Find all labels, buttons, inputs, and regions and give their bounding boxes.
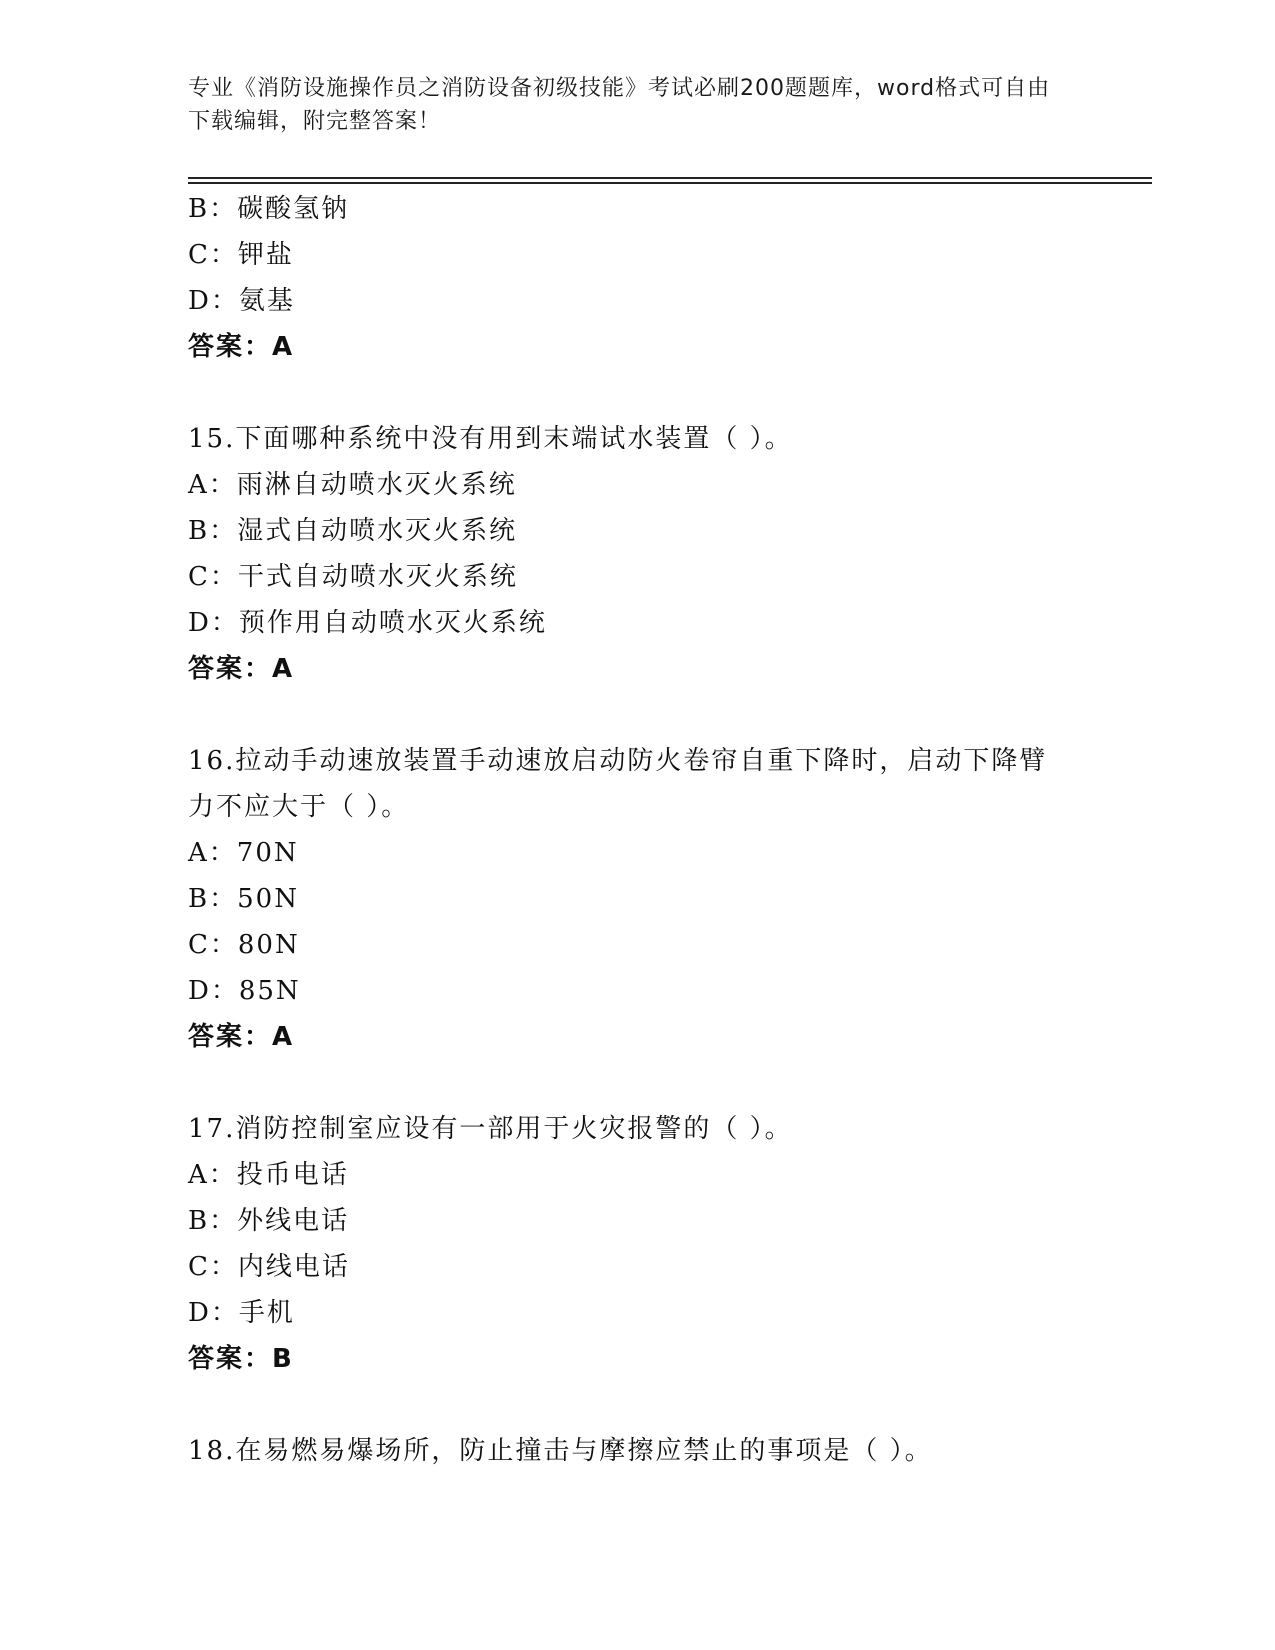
option-a: A：70N (188, 838, 299, 868)
option-c: C：钾盐 (188, 240, 294, 270)
answer: 答案：B (188, 1344, 294, 1374)
answer: 答案：A (188, 654, 295, 684)
option-d: D：氨基 (188, 286, 295, 316)
question-17: 17.消防控制室应设有一部用于火灾报警的（ ）。 (188, 1114, 793, 1144)
option-c: C：80N (188, 930, 300, 960)
option-d: D：85N (188, 976, 301, 1006)
option-c: C：干式自动喷水灭火系统 (188, 562, 518, 592)
option-b: B：50N (188, 884, 299, 914)
answer: 答案：A (188, 332, 295, 362)
question-16: 16.拉动手动速放装置手动速放启动防火卷帘自重下降时，启动下降臂力不应大于（ ）。 (188, 746, 1048, 822)
option-b: B：外线电话 (188, 1206, 350, 1236)
option-b: B：碳酸氢钠 (188, 194, 350, 224)
option-c: C：内线电话 (188, 1252, 350, 1282)
document-header: 专业《消防设施操作员之消防设备初级技能》考试必刷200题题库，word格式可自由下载编辑，附完整答案！ (188, 76, 1051, 134)
question-18: 18.在易燃易爆场所，防止撞击与摩擦应禁止的事项是（ ）。 (188, 1436, 933, 1466)
option-a: A：雨淋自动喷水灭火系统 (188, 470, 517, 500)
option-b: B：湿式自动喷水灭火系统 (188, 516, 518, 546)
question-15: 15.下面哪种系统中没有用到末端试水装置（ ）。 (188, 424, 793, 454)
header-rule-top (188, 177, 1152, 179)
header-rule-bottom (188, 182, 1152, 184)
option-a: A：投币电话 (188, 1160, 349, 1190)
answer: 答案：A (188, 1022, 295, 1052)
question-list (188, 186, 1088, 1474)
option-d: D：手机 (188, 1298, 295, 1328)
option-d: D：预作用自动喷水灭火系统 (188, 608, 547, 638)
